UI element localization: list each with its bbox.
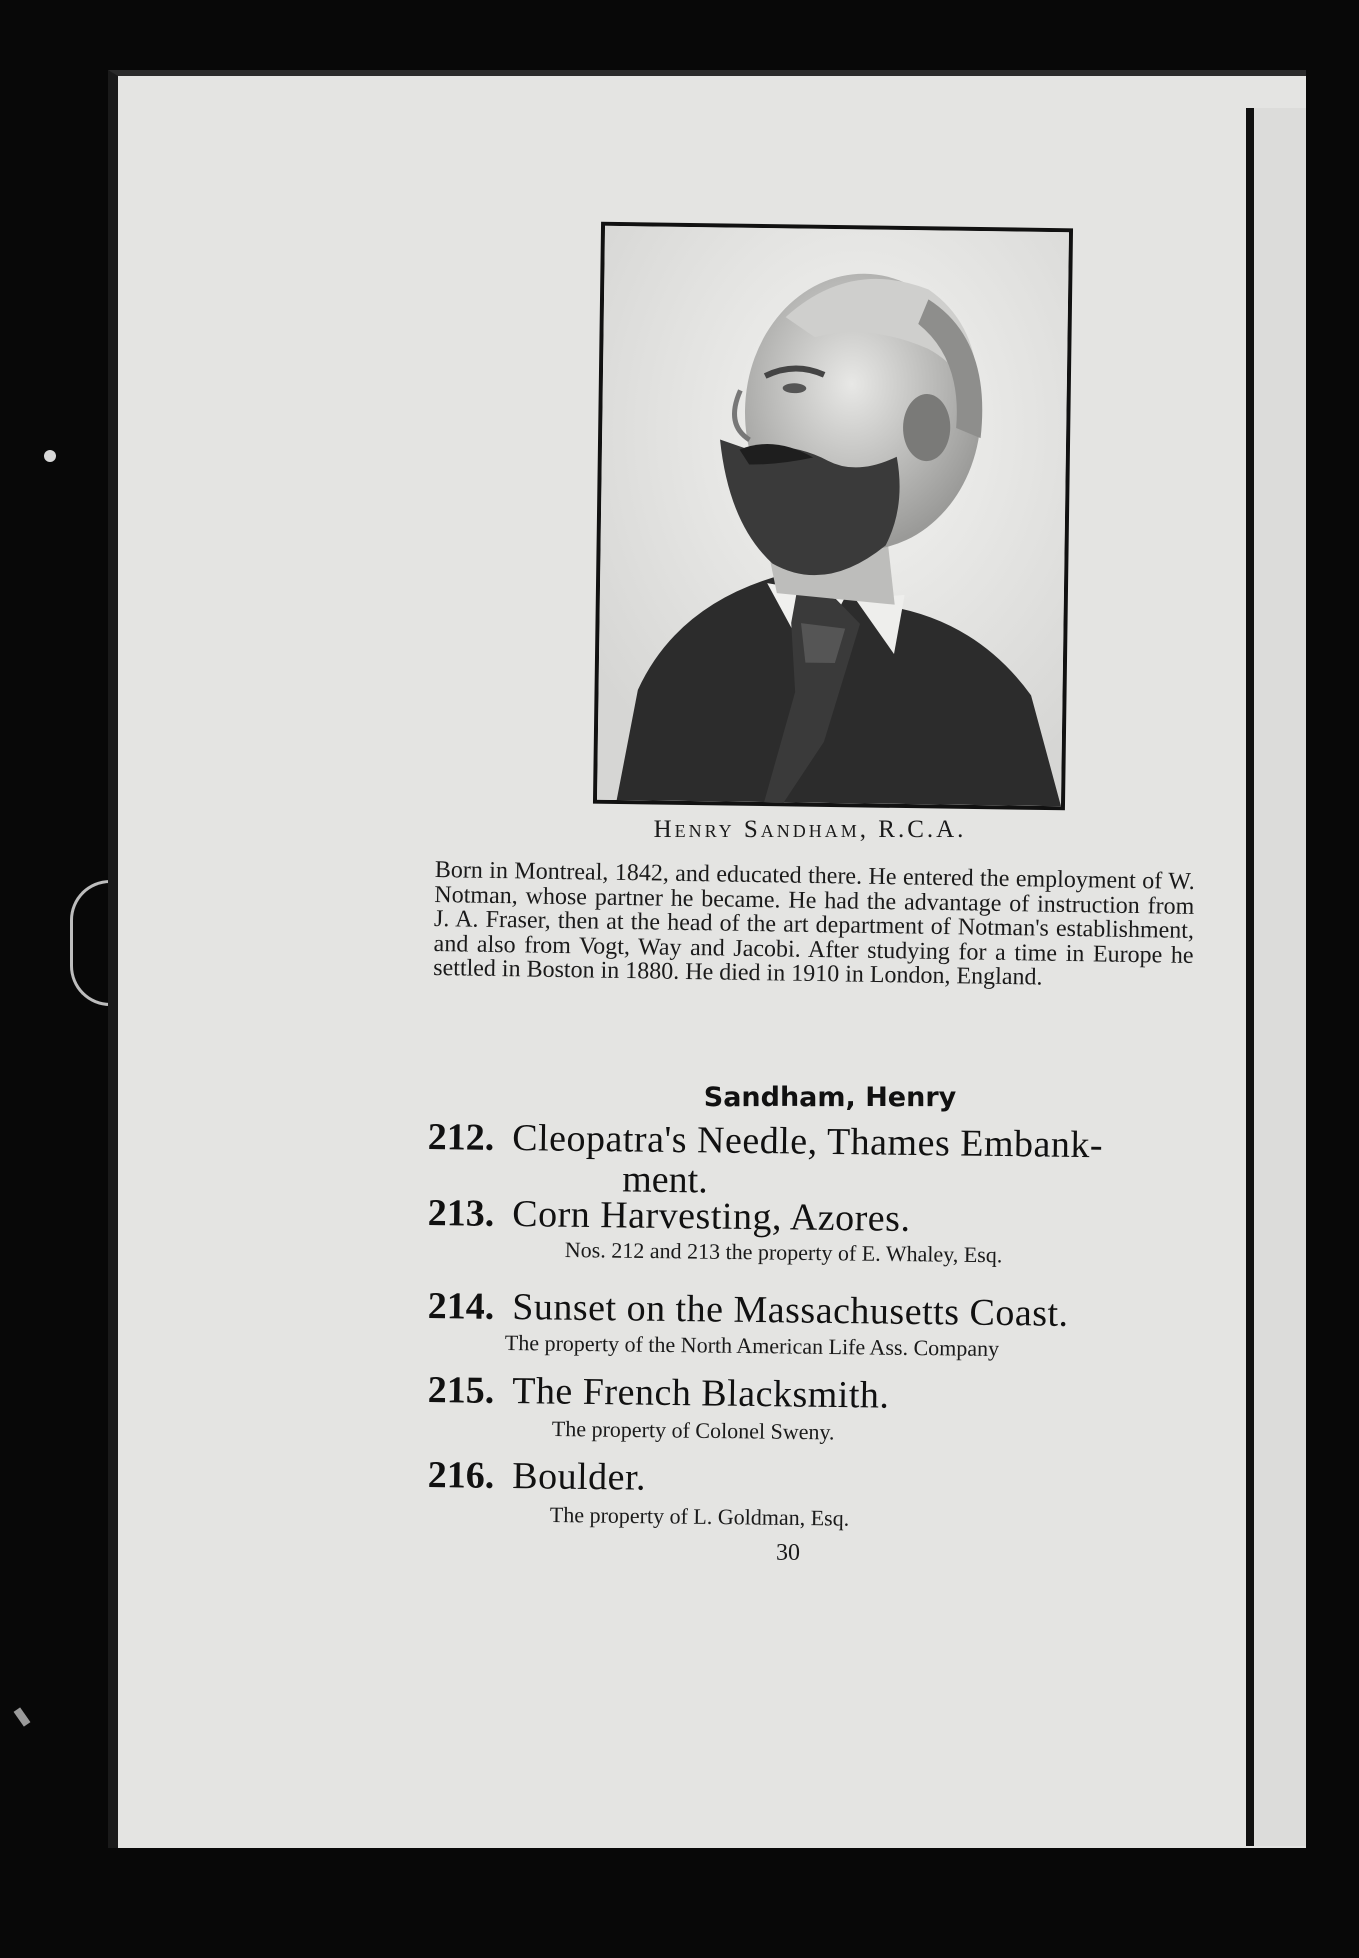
catalogue-entry-213 bbox=[428, 1193, 911, 1239]
entry-note: Nos. 212 and 213 the property of E. Whaley, Esq. bbox=[564, 1237, 1003, 1268]
entry-title: Sunset on the Massachusetts Coast. bbox=[511, 1286, 1069, 1335]
portrait-photo bbox=[593, 222, 1073, 811]
catalogue-entry-216 bbox=[428, 1455, 647, 1498]
entry-title: Boulder. bbox=[511, 1455, 647, 1499]
scan-speck bbox=[44, 450, 56, 462]
facing-page-edge bbox=[1254, 108, 1306, 1846]
entry-number: 213. bbox=[427, 1192, 495, 1235]
entry-number: 216. bbox=[427, 1454, 495, 1497]
artist-heading: Sandham, Henry bbox=[703, 1082, 957, 1113]
biography-paragraph: Born in Montreal, 1842, and educated there. He entered the employment of W. Notman, whose partner he became. He had the advantage of instruction from J. A. Fraser, then at the head of the art department of Notman's establishment, and also from Vogt, Way and Jacobi. After studying for a time in Europe he settled in Boston in 1880. He died in 1910 in London, England. bbox=[433, 857, 1195, 991]
scan-mark bbox=[14, 1707, 31, 1726]
entry-number: 215. bbox=[427, 1369, 495, 1412]
page-number: 30 bbox=[776, 1540, 800, 1566]
entry-title: Corn Harvesting, Azores. bbox=[511, 1193, 911, 1240]
entry-number: 212. bbox=[427, 1116, 495, 1159]
entry-title: Cleopatra's Needle, Thames Embank- bbox=[511, 1117, 1104, 1167]
catalogue-entry-215 bbox=[428, 1370, 890, 1416]
entry-note: The property of the North American Life Ass. Company bbox=[504, 1330, 1000, 1362]
catalogue-entry-212 bbox=[427, 1117, 1103, 1205]
catalogue-entry-214 bbox=[428, 1286, 1069, 1334]
page-gutter bbox=[1246, 108, 1254, 1846]
entry-title-continued: ment. bbox=[621, 1158, 708, 1202]
portrait-caption: Henry Sandham, R.C.A. bbox=[653, 816, 967, 843]
entry-note: The property of Colonel Sweny. bbox=[551, 1416, 835, 1445]
entry-number: 214. bbox=[427, 1285, 495, 1328]
entry-title: The French Blacksmith. bbox=[511, 1370, 890, 1417]
entry-note: The property of L. Goldman, Esq. bbox=[549, 1502, 850, 1531]
